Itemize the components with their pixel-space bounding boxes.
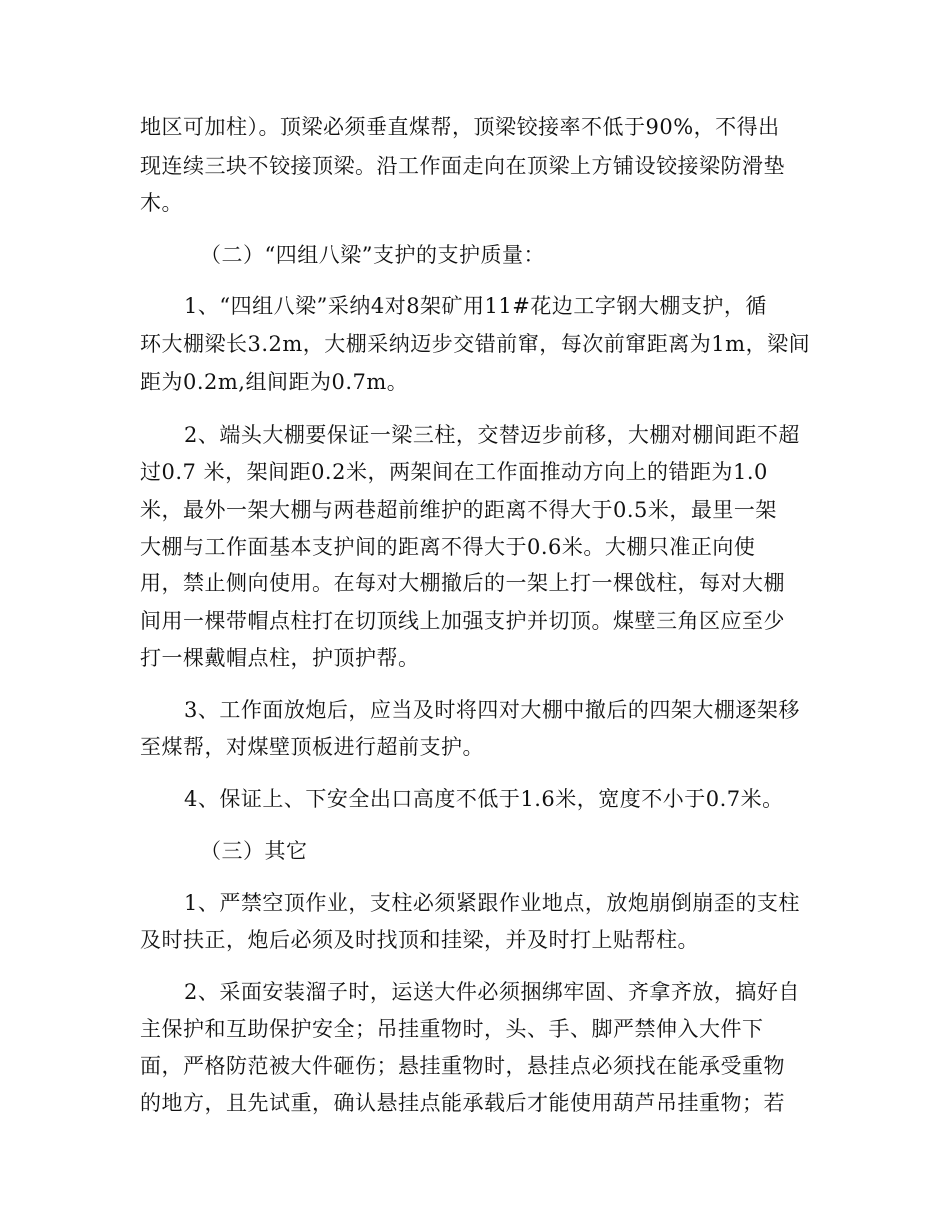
paragraph-line: 用，禁止侧向使用。在每对大棚撤后的一架上打一棵戗柱，每对大棚 [140, 571, 785, 595]
paragraph-line: 过0.7 米，架间距0.2米，两架间在工作面推动方向上的错距为1.0 [140, 460, 768, 484]
paragraph-line: 主保护和互助保护安全；吊挂重物时，头、手、脚严禁伸入大件下 [140, 1017, 764, 1041]
paragraph-line: 3、工作面放炮后，应当及时将四对大棚中撤后的四架大棚逐架移 [184, 698, 800, 722]
paragraph-line: 大棚与工作面基本支护间的距离不得大于0.6米。大棚只准正向使 [140, 535, 756, 559]
paragraph-line: 米，最外一架大棚与两巷超前维护的距离不得大于0.5米，最里一架 [140, 498, 777, 522]
paragraph-line: 4、保证上、下安全出口高度不低于1.6米，宽度不小于0.7米。 [184, 787, 784, 811]
paragraph-line: 环大棚梁长3.2m，大棚采纳迈步交错前窜，每次前窜距离为1m，梁间 [140, 332, 811, 356]
paragraph-line: 及时扶正，炮后必须及时找顶和挂梁，并及时打上贴帮柱。 [140, 928, 699, 952]
paragraph-line: 间用一棵带帽点柱打在切顶线上加强支护并切顶。煤壁三角区应至少 [140, 609, 785, 633]
paragraph-line: 的地方，且先试重，确认悬挂点能承载后才能使用葫芦吊挂重物；若 [140, 1091, 785, 1115]
section-heading: （三）其它 [200, 839, 308, 863]
paragraph-line: 打一棵戴帽点柱，护顶护帮。 [140, 646, 420, 670]
paragraph-line: 1、严禁空顶作业，支柱必须紧跟作业地点，放炮崩倒崩歪的支柱 [184, 891, 800, 915]
paragraph-line: 现连续三块不铰接顶梁。沿工作面走向在顶梁上方铺设铰接梁防滑垫 [140, 154, 785, 178]
paragraph-line: 面，严格防范被大件砸伤；悬挂重物时，悬挂点必须找在能承受重物 [140, 1054, 785, 1078]
paragraph-line: 2、端头大棚要保证一梁三柱，交替迈步前移，大棚对棚间距不超 [184, 423, 800, 447]
paragraph-line: 2、采面安装溜子时，运送大件必须捆绑牢固、齐拿齐放，搞好自 [184, 980, 800, 1004]
paragraph-line: 地区可加柱）。顶梁必须垂直煤帮，顶梁铰接率不低于90%，不得出 [140, 115, 780, 139]
paragraph-line: 1、“四组八梁”采纳4对8架矿用11#花边工字钢大棚支护，循 [184, 294, 767, 318]
paragraph-line: 木。 [140, 191, 183, 215]
section-heading: （二）“四组八梁”支护的支护质量： [200, 243, 545, 267]
paragraph-line: 距为0.2m,组间距为0.7m。 [140, 370, 409, 394]
paragraph-line: 至煤帮，对煤壁顶板进行超前支护。 [140, 735, 484, 759]
